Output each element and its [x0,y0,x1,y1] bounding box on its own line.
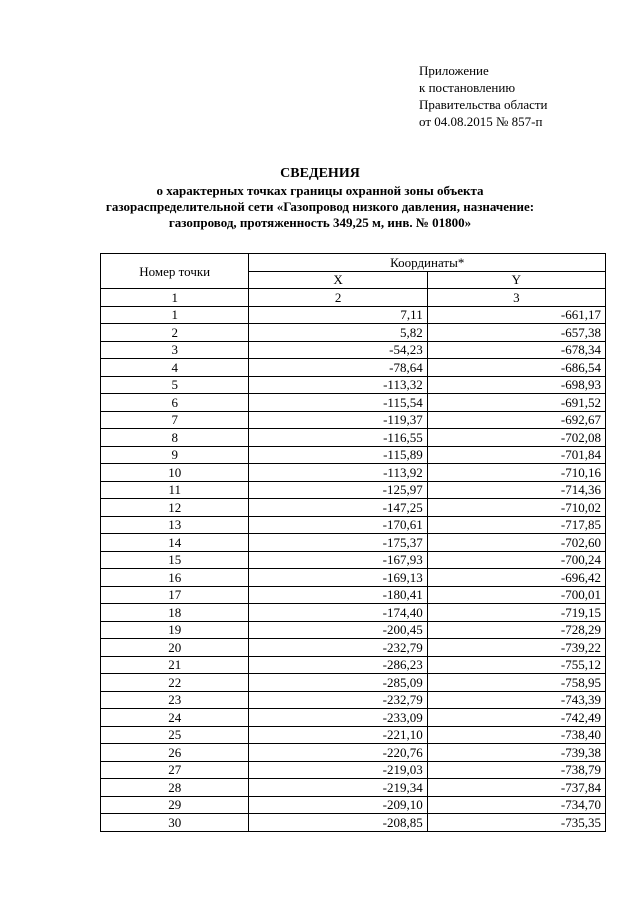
point-number-cell: 13 [101,516,249,534]
table-row [101,691,606,709]
table-row [101,411,606,429]
y-coordinate-cell: -678,34 [427,341,605,359]
x-coordinate-cell: -147,25 [249,499,427,517]
table-header-row [101,254,606,272]
table-row [101,814,606,832]
y-coordinate-cell: -710,16 [427,464,605,482]
point-number-cell: 4 [101,359,249,377]
x-coordinate-cell: -232,79 [249,639,427,657]
y-coordinate-cell: -710,02 [427,499,605,517]
y-coordinate-cell: -657,38 [427,324,605,342]
x-coordinate-cell: -113,32 [249,376,427,394]
x-coordinate-cell: -115,54 [249,394,427,412]
x-coordinate-cell: -285,09 [249,674,427,692]
x-coordinate-cell: -174,40 [249,604,427,622]
y-coordinate-cell: -701,84 [427,446,605,464]
appendix-line: от 04.08.2015 № 857-п [419,114,543,129]
table-row [101,569,606,587]
table-row [101,761,606,779]
header-point-number: Номер точки [101,254,249,289]
table-row [101,394,606,412]
y-coordinate-cell: -700,24 [427,551,605,569]
x-coordinate-cell: -175,37 [249,534,427,552]
point-number-cell: 16 [101,569,249,587]
table-row [101,709,606,727]
x-coordinate-cell: -200,45 [249,621,427,639]
document-title: СВЕДЕНИЯ [280,166,360,181]
column-number: 1 [101,289,249,307]
table-row [101,376,606,394]
y-coordinate-cell: -738,79 [427,761,605,779]
document-heading [90,166,550,231]
header-x: X [249,271,427,289]
table-row [101,341,606,359]
y-coordinate-cell: -738,40 [427,726,605,744]
point-number-cell: 7 [101,411,249,429]
y-coordinate-cell: -717,85 [427,516,605,534]
table-row [101,534,606,552]
table-body [101,306,606,831]
point-number-cell: 28 [101,779,249,797]
table-row [101,726,606,744]
point-number-cell: 9 [101,446,249,464]
point-number-cell: 15 [101,551,249,569]
table-row [101,359,606,377]
y-coordinate-cell: -696,42 [427,569,605,587]
y-coordinate-cell: -758,95 [427,674,605,692]
x-coordinate-cell: -116,55 [249,429,427,447]
x-coordinate-cell: -219,03 [249,761,427,779]
point-number-cell: 17 [101,586,249,604]
point-number-cell: 14 [101,534,249,552]
x-coordinate-cell: -180,41 [249,586,427,604]
heading-line: газораспределительной сети «Газопровод низкого давления, назначение: [105,199,535,214]
point-number-cell: 3 [101,341,249,359]
y-coordinate-cell: -739,22 [427,639,605,657]
y-coordinate-cell: -735,35 [427,814,605,832]
point-number-cell: 2 [101,324,249,342]
appendix-line: Приложение [419,63,489,78]
y-coordinate-cell: -702,08 [427,429,605,447]
point-number-cell: 24 [101,709,249,727]
x-coordinate-cell: -78,64 [249,359,427,377]
table-row [101,306,606,324]
y-coordinate-cell: -743,39 [427,691,605,709]
x-coordinate-cell: -220,76 [249,744,427,762]
y-coordinate-cell: -691,52 [427,394,605,412]
table-row [101,656,606,674]
x-coordinate-cell: -169,13 [249,569,427,587]
point-number-cell: 19 [101,621,249,639]
table-row [101,779,606,797]
point-number-cell: 1 [101,306,249,324]
point-number-cell: 21 [101,656,249,674]
table-row [101,744,606,762]
point-number-cell: 27 [101,761,249,779]
table-row [101,499,606,517]
point-number-cell: 25 [101,726,249,744]
point-number-cell: 22 [101,674,249,692]
y-coordinate-cell: -692,67 [427,411,605,429]
y-coordinate-cell: -700,01 [427,586,605,604]
y-coordinate-cell: -719,15 [427,604,605,622]
point-number-cell: 5 [101,376,249,394]
x-coordinate-cell: -115,89 [249,446,427,464]
column-number: 3 [427,289,605,307]
point-number-cell: 11 [101,481,249,499]
heading-line: о характерных точках границы охранной зоны объекта [156,183,484,198]
table-row [101,429,606,447]
point-number-cell: 20 [101,639,249,657]
y-coordinate-cell: -698,93 [427,376,605,394]
column-number: 2 [249,289,427,307]
point-number-cell: 23 [101,691,249,709]
column-numbers-row [101,289,606,307]
heading-line: газопровод, протяженность 349,25 м, инв. № 01800» [168,215,472,230]
appendix-block [419,62,548,130]
y-coordinate-cell: -737,84 [427,779,605,797]
point-number-cell: 8 [101,429,249,447]
header-coordinates: Координаты* [249,254,606,272]
table-row [101,796,606,814]
table-row [101,639,606,657]
point-number-cell: 10 [101,464,249,482]
x-coordinate-cell: -232,79 [249,691,427,709]
table-row [101,481,606,499]
table-row [101,604,606,622]
point-number-cell: 29 [101,796,249,814]
table-row [101,586,606,604]
coordinates-table [100,253,606,832]
header-y: Y [427,271,605,289]
x-coordinate-cell: -119,37 [249,411,427,429]
y-coordinate-cell: -734,70 [427,796,605,814]
x-coordinate-cell: -208,85 [249,814,427,832]
appendix-line: к постановлению [419,80,516,95]
x-coordinate-cell: -209,10 [249,796,427,814]
x-coordinate-cell: -286,23 [249,656,427,674]
y-coordinate-cell: -686,54 [427,359,605,377]
x-coordinate-cell: -221,10 [249,726,427,744]
x-coordinate-cell: 5,82 [249,324,427,342]
y-coordinate-cell: -702,60 [427,534,605,552]
table-row [101,516,606,534]
table-row [101,324,606,342]
x-coordinate-cell: -125,97 [249,481,427,499]
point-number-cell: 26 [101,744,249,762]
y-coordinate-cell: -742,49 [427,709,605,727]
table-row [101,446,606,464]
y-coordinate-cell: -714,36 [427,481,605,499]
table-row [101,621,606,639]
x-coordinate-cell: -167,93 [249,551,427,569]
x-coordinate-cell: -233,09 [249,709,427,727]
y-coordinate-cell: -728,29 [427,621,605,639]
y-coordinate-cell: -661,17 [427,306,605,324]
table-row [101,551,606,569]
point-number-cell: 30 [101,814,249,832]
appendix-line: Правительства области [419,97,548,112]
table-row [101,674,606,692]
x-coordinate-cell: -113,92 [249,464,427,482]
point-number-cell: 18 [101,604,249,622]
x-coordinate-cell: -170,61 [249,516,427,534]
point-number-cell: 12 [101,499,249,517]
table-row [101,464,606,482]
x-coordinate-cell: 7,11 [249,306,427,324]
y-coordinate-cell: -739,38 [427,744,605,762]
y-coordinate-cell: -755,12 [427,656,605,674]
x-coordinate-cell: -219,34 [249,779,427,797]
point-number-cell: 6 [101,394,249,412]
x-coordinate-cell: -54,23 [249,341,427,359]
